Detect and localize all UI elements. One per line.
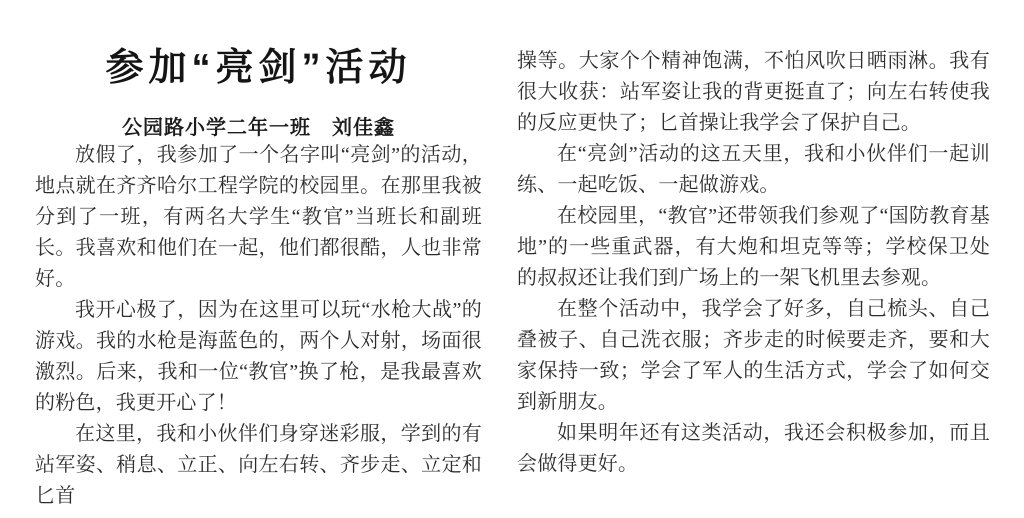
paragraph-1: 放假了，我参加了一个名字叫“亮剑”的活动，地点就在齐齐哈尔工程学院的校园里。在那里我被分到了一班，有两名大学生“教官”当班长和副班长。我喜欢和他们在一起，他们都很酷，人也非常好。	[35, 144, 482, 290]
left-column	[35, 0, 482, 512]
right-column	[517, 46, 990, 480]
paragraph-3-continuation: 操等。大家个个精神饱满，不怕风吹日晒雨淋。我有很大收获：站军姿让我的背更挺直了；向左右转使我的反应更快了；匕首操让我学会了保护自己。	[517, 50, 990, 134]
paragraph-5: 在校园里，“教官”还带领我们参观了“国防教育基地”的一些重武器，有大炮和坦克等等；学校保卫处的叔叔还让我们到广场上的一架飞机里去参观。	[517, 205, 990, 289]
paragraph-6: 在整个活动中，我学会了好多，自己梳头、自己叠被子、自己洗衣服；齐步走的时候要走齐，要和大家保持一致；学会了军人的生活方式，学会了如何交到新朋友。	[517, 298, 990, 413]
article-byline: 公园路小学二年一班 刘佳鑫	[122, 117, 395, 139]
paragraph-4: 在“亮剑”活动的这五天里，我和小伙伴们一起训练、一起吃饭、一起做游戏。	[517, 143, 990, 196]
article-title: 参加“亮剑”活动	[105, 47, 412, 89]
paragraph-7: 如果明年还有这类活动，我还会积极参加，而且会做得更好。	[517, 422, 990, 475]
paragraph-3-start: 在这里，我和小伙伴们身穿迷彩服，学到的有站军姿、稍息、立正、向左右转、齐步走、立定和匕首	[35, 423, 482, 507]
paragraph-2: 我开心极了，因为在这里可以玩“水枪大战”的游戏。我的水枪是海蓝色的，两个人对射，场面很激烈。后来，我和一位“教官”换了枪，是我最喜欢的粉色，我更开心了！	[35, 299, 482, 414]
